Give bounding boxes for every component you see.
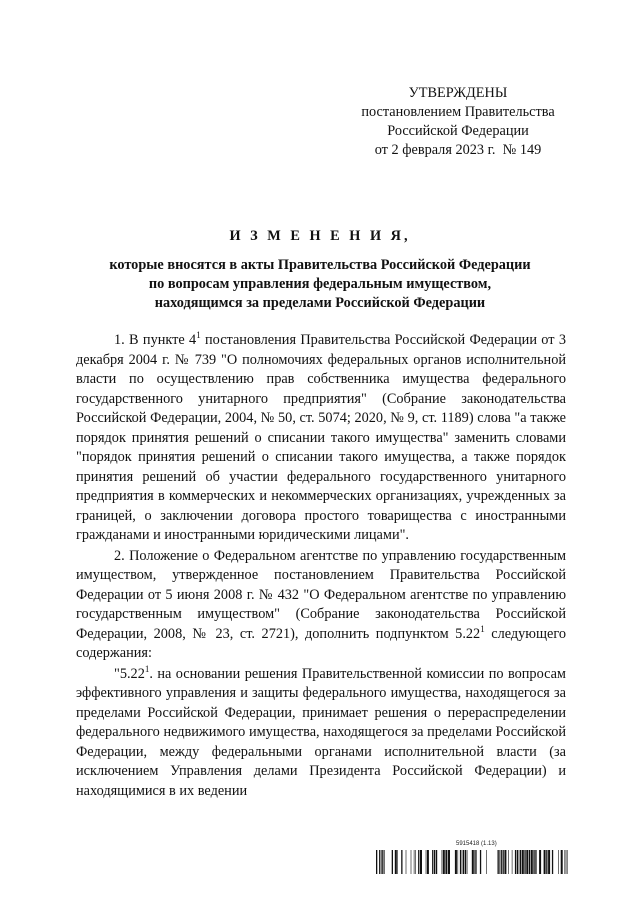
paragraph-2-start: 2. Положение о Федеральном агентстве по управлению государственным имуществом, утвержденное постановлением Правительства Российской Федерации от 5 июня 2008 г. № 432 "О Федеральном агентстве по управлению государственным имуществом" (Собрание законодательства Российской Федерации, 2008, № 23, ст. 2721), дополнить подпунктом 5.22 — [76, 547, 566, 642]
barcode-number: 5915418 (1.13) — [456, 841, 497, 847]
paragraph-2 — [76, 547, 566, 664]
paragraph-1-start: 1. В пункте 4 — [114, 332, 197, 348]
document-subtitle — [70, 256, 570, 313]
document-body — [76, 331, 566, 801]
barcode-icon — [376, 850, 571, 874]
subtitle-line-2: по вопросам управления федеральным имуществом, — [148, 276, 492, 292]
subtitle-line-1: которые вносятся в акты Правительства Российской Федерации — [109, 257, 531, 273]
document-title: И З М Е Н Е Н И Я, — [229, 228, 411, 244]
paragraph-2-rest: следующего содержания: — [76, 625, 566, 661]
paragraph-1-superscript: 1 — [196, 330, 201, 341]
paragraph-3-start: "5.22 — [114, 665, 145, 682]
approval-line-date: от 2 февраля 2023 г. № 149 — [374, 142, 542, 158]
approval-line-country: Российской Федерации — [387, 123, 529, 139]
approval-block — [340, 84, 576, 160]
paragraph-3-rest: . на основании решения Правительственной комиссии по вопросам эффективного управления и защиты федерального имущества, находящегося за пределами Российской Федерации, принимает решения о перераспределении федерального недвижимого имущества, находящегося за пределами Российской Федерации, между федеральными органами исполнительной власти (за исключением Управления делами Президента Российской Федерации) и находящимися в их ведении — [76, 665, 566, 799]
paragraph-1-rest: постановления Правительства Российской Федерации от 3 декабря 2004 г. № 739 "О полномочиях федеральных органов исполнительной власти по осуществлению прав собственника имущества федерального государственного унитарного предприятия" (Собрание законодательства Российской Федерации, 2004, № 50, ст. 5074; 2020, № 9, ст. 1189) слова "а также порядок принятия решений о списании такого имущества" заменить словами "порядок принятия решений о списании такого имущества, а также порядок принятия решений об участии федерального государственного унитарного предприятия в коммерческих и некоммерческих организациях, учрежденных за границей, о заключении договора простого товарищества с иностранными гражданами и иностранными юридическими лицами". — [76, 332, 566, 543]
paragraph-3-superscript: 1 — [144, 663, 150, 674]
paragraph-1 — [76, 331, 566, 546]
subtitle-line-3: находящимся за пределами Российской Федерации — [154, 295, 486, 311]
approval-heading: УТВЕРЖДЕНЫ — [408, 85, 508, 101]
approval-line-resolution: постановлением Правительства — [361, 104, 555, 120]
paragraph-3 — [76, 665, 566, 802]
paragraph-2-superscript: 1 — [480, 623, 485, 634]
